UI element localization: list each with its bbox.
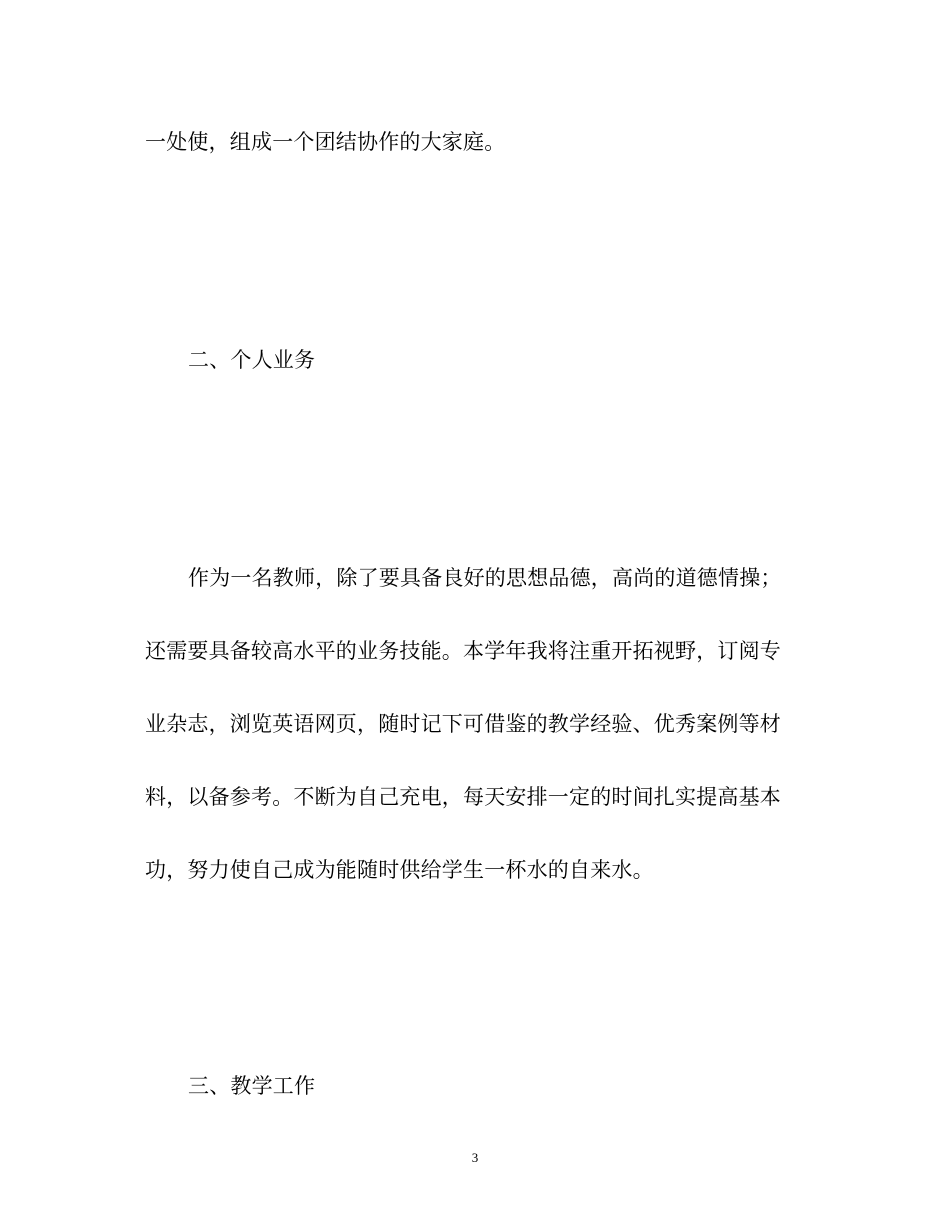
paragraph-line: 作为一名教师，除了要具备良好的思想品德，高尚的道德情操； xyxy=(188,566,782,590)
paragraph-line: 业杂志，浏览英语网页，随时记下可借鉴的教学经验、优秀案例等材 xyxy=(145,712,781,736)
paragraph-line: 料，以备参考。不断为自己充电，每天安排一定的时间扎实提高基本 xyxy=(145,785,781,809)
page-number: 3 xyxy=(471,1150,479,1165)
paragraph-line: 功，努力使自己成为能随时供给学生一杯水的自来水。 xyxy=(145,858,654,882)
section-heading: 三、教学工作 xyxy=(188,1074,316,1098)
paragraph-line: 一处使，组成一个团结协作的大家庭。 xyxy=(145,130,506,154)
paragraph-line: 还需要具备较高水平的业务技能。本学年我将注重开拓视野，订阅专 xyxy=(145,639,781,663)
section-heading: 二、个人业务 xyxy=(188,348,316,372)
